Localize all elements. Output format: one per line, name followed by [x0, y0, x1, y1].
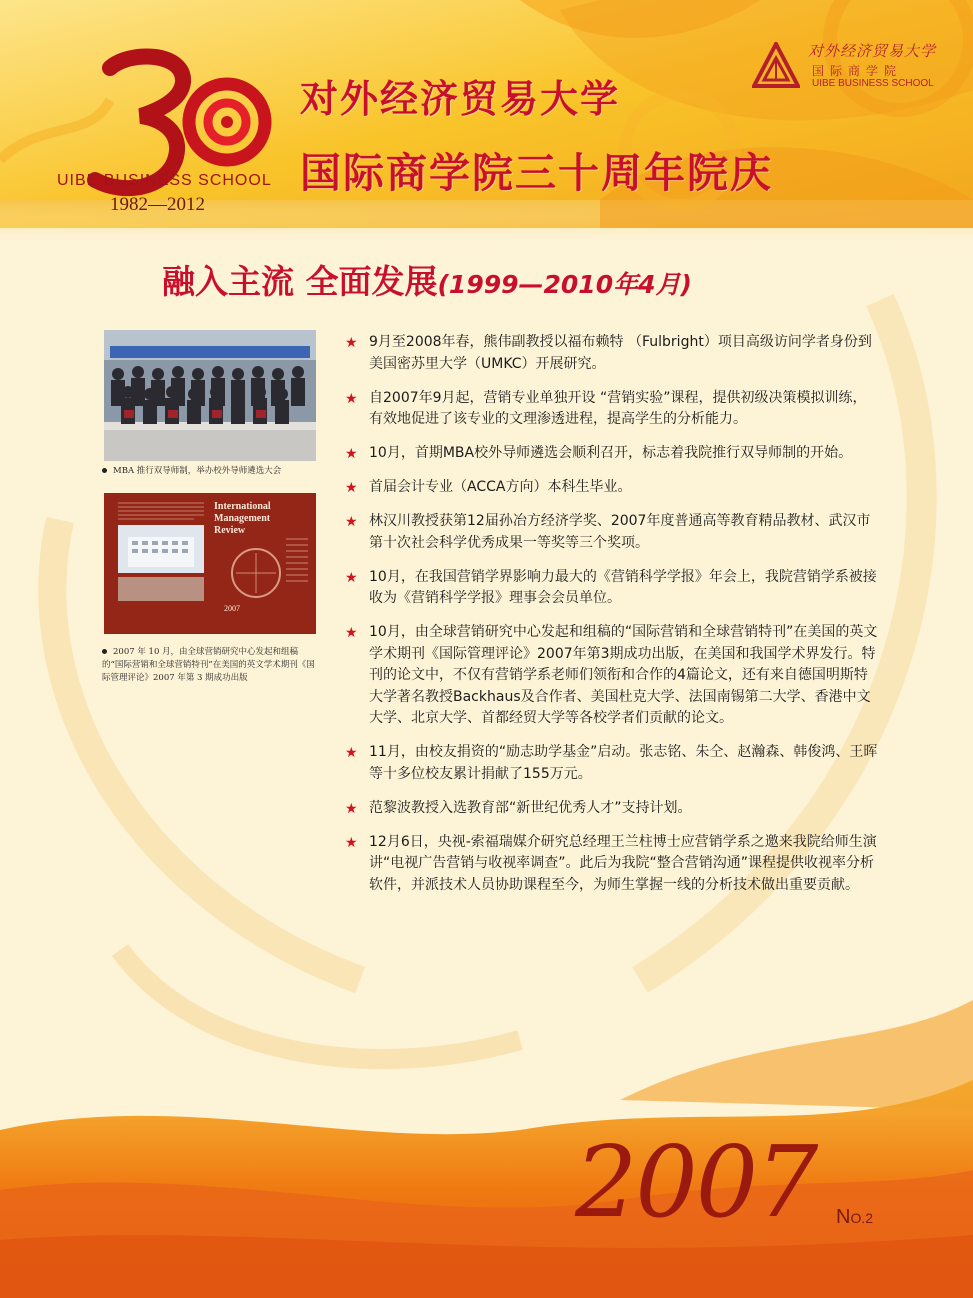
star-bullet-icon: ★: [345, 800, 358, 817]
star-bullet-icon: ★: [345, 569, 358, 586]
star-bullet-icon: ★: [345, 745, 358, 761]
list-item: [345, 798, 880, 820]
event-text: 林汉川教授获第12届孙冶方经济学奖、2007年度普通高等教育精品教材、武汉市第十次社会科学优秀成果一等奖等三个奖项。: [369, 513, 871, 551]
section-title-main: 融入主流 全面发展: [162, 262, 438, 301]
star-bullet-icon: ★: [345, 625, 358, 641]
event-text: 10月，由全球营销研究中心发起和组稿的“国际营销和全球营销特刊”在美国的英文学术期刊《国际管理评论》2007年第3期成功出版，在美国和我国学术界发行。特刊的论文中，不仅有营销学系老师们领衔和合作的4篇论文，还有来自德国明斯特大学著名教授Backhaus及合作者、美国杜克大学、法国南锡第二大学、香港中文大学、北京大学、首都经贸大学等各校学者们贡献的论文。: [369, 624, 878, 726]
page-title-university: 对外经济贸易大学: [300, 76, 621, 121]
photo-caption-mba: [102, 465, 322, 478]
list-item: [345, 832, 880, 897]
caption-bullet-icon: [102, 468, 107, 473]
mba-mentor-group-photo: [104, 330, 316, 461]
school-logo-english: UIBE BUSINESS SCHOOL: [812, 78, 934, 89]
list-item: [345, 622, 880, 730]
event-text: 12月6日，央视-索福瑞媒介研究总经理王兰柱博士应营销学系之邀来我院给师生演讲“电视广告营销与收视率调查”。此后为我院“整合营销沟通”课程提供收视率分析软件，并派技术人员协助课程至今，为师生掌握一线的分析技术做出重要贡献。: [369, 833, 877, 893]
journal-cover-image: [104, 493, 316, 634]
photo-caption-journal-text: 2007 年 10 月，由全球营销研究中心发起和组稿的“国际营销和全球营销特刊”在美国的英文学术期刊《国际管理评论》2007 年第 3 期成功出版: [102, 647, 315, 683]
section-title: [162, 256, 692, 303]
photo-caption-journal: [102, 646, 317, 685]
list-item: [345, 332, 880, 375]
event-text: 首届会计专业（ACCA方向）本科生毕业。: [369, 479, 632, 495]
list-item: [345, 567, 880, 610]
star-bullet-icon: ★: [345, 390, 358, 407]
event-text: 自2007年9月起，营销专业单独开设 “营销实验”课程，提供初级决策模拟训练，有效地促进了该专业的文理渗透进程，提高学生的分析能力。: [369, 389, 867, 427]
star-bullet-icon: ★: [345, 335, 358, 351]
school-logo-chinese: 国际商学院: [812, 64, 903, 78]
star-bullet-icon: ★: [345, 514, 358, 530]
star-bullet-icon: ★: [345, 834, 358, 851]
star-bullet-icon: ★: [345, 480, 358, 496]
photo-caption-mba-text: MBA 推行双导师制，举办校外导师遴选大会: [113, 466, 282, 476]
thirty-anniversary-logo-icon: [55, 40, 285, 220]
issue-number-prefix: N: [836, 1206, 851, 1228]
svg-text:Management: Management: [214, 513, 271, 524]
svg-text:2007: 2007: [224, 604, 240, 613]
page-title-anniversary: 国际商学院三十周年院庆: [300, 149, 773, 197]
footer-year: 2007: [575, 1126, 817, 1240]
logo-years: 1982—2012: [110, 194, 205, 215]
svg-text:International: International: [214, 501, 271, 512]
svg-text:Review: Review: [214, 525, 246, 536]
school-logo-calligraphy: 对外经济贸易大学: [808, 42, 937, 60]
list-item: [345, 742, 880, 785]
event-text: 10月，在我国营销学界影响力最大的《营销科学学报》年会上，我院营销学系被接收为《营销科学学报》理事会会员单位。: [369, 568, 877, 606]
list-item: [345, 443, 880, 465]
list-item: [345, 388, 880, 431]
logo-school-name: UIBE BUSINESS SCHOOL: [57, 172, 272, 189]
event-text: 9月至2008年春，熊伟副教授以福布赖特 （Fulbright）项目高级访问学者身份到美国密苏里大学（UMKC）开展研究。: [369, 334, 872, 372]
issue-number-suffix: O.2: [850, 1210, 874, 1226]
caption-bullet-icon: [102, 649, 107, 654]
list-item: [345, 477, 880, 499]
event-text: 10月，首期MBA校外导师遴选会顺利召开，标志着我院推行双导师制的开始。: [369, 445, 853, 461]
event-text: 11月，由校友捐资的“励志助学基金”启动。张志铭、朱仝、赵瀚森、韩俊鸿、王晖等十多位校友累计捐献了155万元。: [369, 744, 878, 782]
star-bullet-icon: ★: [345, 446, 358, 462]
school-triangle-logo-icon: [752, 42, 800, 88]
list-item: [345, 511, 880, 554]
events-list: [345, 332, 880, 909]
section-title-range: (1999—2010年4月): [437, 270, 692, 299]
issue-number: [836, 1206, 873, 1229]
event-text: 范黎波教授入选教育部“新世纪优秀人才”支持计划。: [369, 799, 692, 816]
